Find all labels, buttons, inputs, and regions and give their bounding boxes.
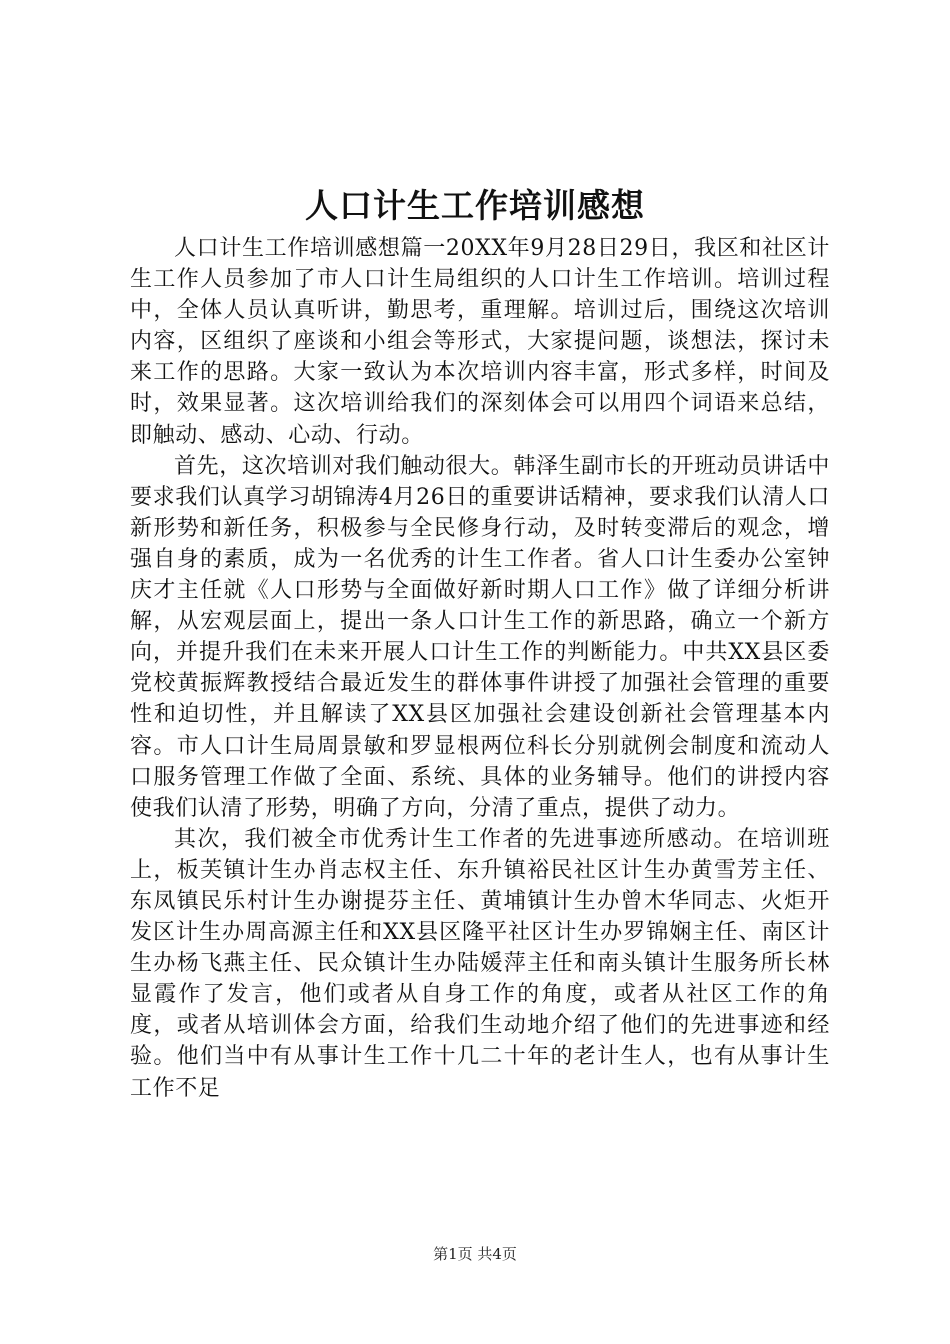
document-title: 人口计生工作培训感想 (305, 186, 645, 225)
page-footer: 第1页 共4页 (433, 1245, 517, 1263)
paragraph-2: 首先，这次培训对我们触动很大。韩泽生副市长的开班动员讲话中要求我们认真学习胡锦涛4月26日的重要讲话精神，要求我们认清人口新形势和新任务，积极参与全民修身行动，及时转变滞后的观念，增强自身的素质，成为一名优秀的计生工作者。省人口计生委办公室钟庆才主任就《人口形势与全面做好新时期人口工作》做了详细分析讲解，从宏观层面上，提出一条人口计生工作的新思路，确立一个新方向，并提升我们在未来开展人口计生工作的判断能力。中共XX县区委党校黄振辉教授结合最近发生的群体事件讲授了加强社会管理的重要性和迫切性，并且解读了XX县区加强社会建设创新社会管理基本内容。市人口计生局周景敏和罗显根两位科长分别就例会制度和流动人口服务管理工作做了全面、系统、具体的业务辅导。他们的讲授内容使我们认清了形势，明确了方向，分清了重点，提供了动力。 (130, 453, 830, 821)
document-body (130, 233, 830, 1104)
paragraph-1: 人口计生工作培训感想篇一20XX年9月28日29日，我区和社区计生工作人员参加了市人口计生局组织的人口计生工作培训。培训过程中，全体人员认真听讲，勤思考，重理解。培训过后，围绕这次培训内容，区组织了座谈和小组会等形式，大家提问题，谈想法，探讨未来工作的思路。大家一致认为本次培训内容丰富，形式多样，时间及时，效果显著。这次培训给我们的深刻体会可以用四个词语来总结，即触动、感动、心动、行动。 (130, 236, 830, 448)
paragraph-3: 其次，我们被全市优秀计生工作者的先进事迹所感动。在培训班上，板芙镇计生办肖志权主任、东升镇裕民社区计生办黄雪芳主任、东凤镇民乐村计生办谢提芬主任、黄埔镇计生办曾木华同志、火炬开发区计生办周高源主任和XX县区隆平社区计生办罗锦娴主任、南区计生办杨飞燕主任、民众镇计生办陆媛萍主任和南头镇计生服务所长林显霞作了发言，他们或者从自身工作的角度，或者从社区工作的角度，或者从培训体会方面，给我们生动地介绍了他们的先进事迹和经验。他们当中有从事计生工作十几二十年的老计生人，也有从事计生工作不足 (130, 826, 830, 1101)
